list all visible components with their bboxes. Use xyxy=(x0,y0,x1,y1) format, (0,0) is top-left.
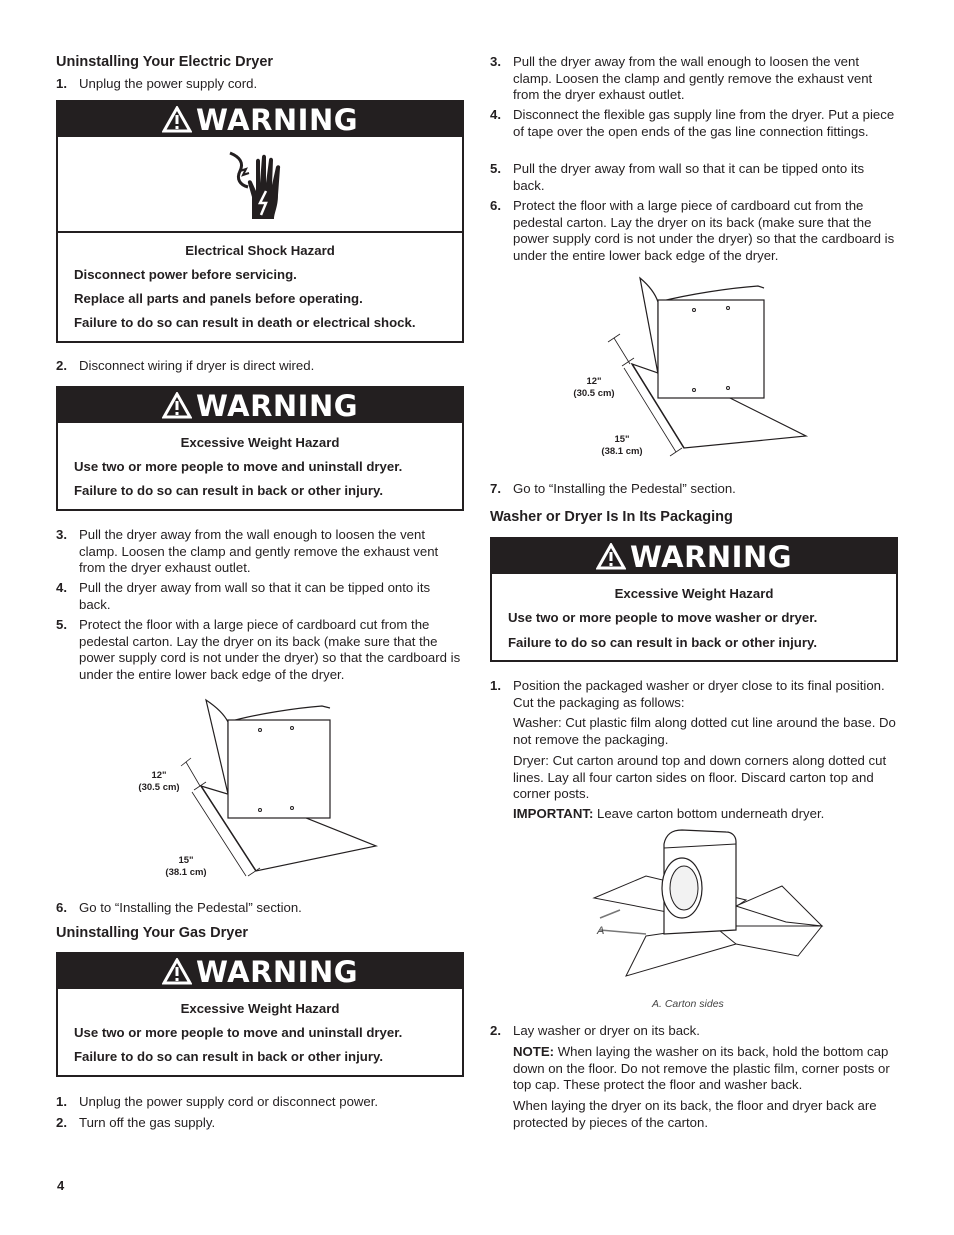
carton-callout-letter: A xyxy=(597,925,605,937)
dimension-15in-label: 15" (38.1 cm) xyxy=(165,855,207,878)
dimension-12in-label: 12" (30.5 cm) xyxy=(138,770,180,793)
dimension-12in-label: 12" (30.5 cm) xyxy=(573,376,615,399)
warning-box-weight-packaging xyxy=(490,537,898,662)
hazard-title: Excessive Weight Hazard xyxy=(614,586,774,601)
warning-triangle-icon xyxy=(162,392,192,419)
hazard-title: Excessive Weight Hazard xyxy=(180,1001,340,1016)
carton-caption: A. Carton sides xyxy=(652,998,724,1010)
electric-shock-hand-icon xyxy=(226,147,288,223)
hazard-line: Failure to do so can result in back or other injury. xyxy=(74,483,383,498)
heading-packaging: Washer or Dryer Is In Its Packaging xyxy=(490,509,733,525)
carton-sides-illustration xyxy=(586,826,826,991)
important-note: IMPORTANT: Leave carton bottom underneath dryer. xyxy=(513,806,825,821)
warning-banner: WARNING xyxy=(492,539,896,574)
hazard-line: Failure to do so can result in death or electrical shock. xyxy=(74,315,416,330)
hazard-line: Use two or more people to move and uninstall dryer. xyxy=(74,1025,403,1040)
washer-instruction: Washer: Cut plastic film along dotted cut line around the base. Do not remove the packaging. xyxy=(513,715,896,747)
note-paragraph: NOTE: When laying the washer on its back, hold the bottom cap down on the floor. Do not remove the plastic film, corner posts or top cap. These protect the floor and washer back. xyxy=(513,1044,890,1092)
hazard-line: Use two or more people to move washer or dryer. xyxy=(508,610,818,625)
dryer-instruction: Dryer: Cut carton around top and down corners along dotted cut lines. Lay all four carton sides on floor. Discard carton top and corner posts. xyxy=(513,753,887,801)
warning-triangle-icon xyxy=(162,958,192,985)
heading-gas-dryer: Uninstalling Your Gas Dryer xyxy=(56,925,249,941)
warning-triangle-icon xyxy=(596,543,626,570)
shock-icon-panel xyxy=(58,137,462,233)
hazard-line: Replace all parts and panels before operating. xyxy=(74,291,363,306)
warning-box-weight-gas xyxy=(56,952,464,1077)
dimension-15in-label: 15" (38.1 cm) xyxy=(601,434,643,457)
hazard-line: Disconnect power before servicing. xyxy=(74,267,297,282)
dryer-back-note: When laying the dryer on its back, the floor and dryer back are protected by pieces of the carton. xyxy=(513,1098,877,1130)
warning-banner: WARNING xyxy=(58,102,462,137)
hazard-line: Failure to do so can result in back or other injury. xyxy=(508,635,817,650)
warning-box-electrical xyxy=(56,100,464,343)
hazard-title: Electrical Shock Hazard xyxy=(185,243,335,258)
heading-electric-dryer: Uninstalling Your Electric Dryer xyxy=(56,54,274,70)
warning-banner: WARNING xyxy=(58,954,462,989)
hazard-line: Use two or more people to move and uninstall dryer. xyxy=(74,459,403,474)
page-number: 4 xyxy=(57,1178,65,1193)
hazard-title: Excessive Weight Hazard xyxy=(180,435,340,450)
warning-triangle-icon xyxy=(162,106,192,133)
warning-box-weight xyxy=(56,386,464,511)
hazard-line: Failure to do so can result in back or other injury. xyxy=(74,1049,383,1064)
warning-banner: WARNING xyxy=(58,388,462,423)
